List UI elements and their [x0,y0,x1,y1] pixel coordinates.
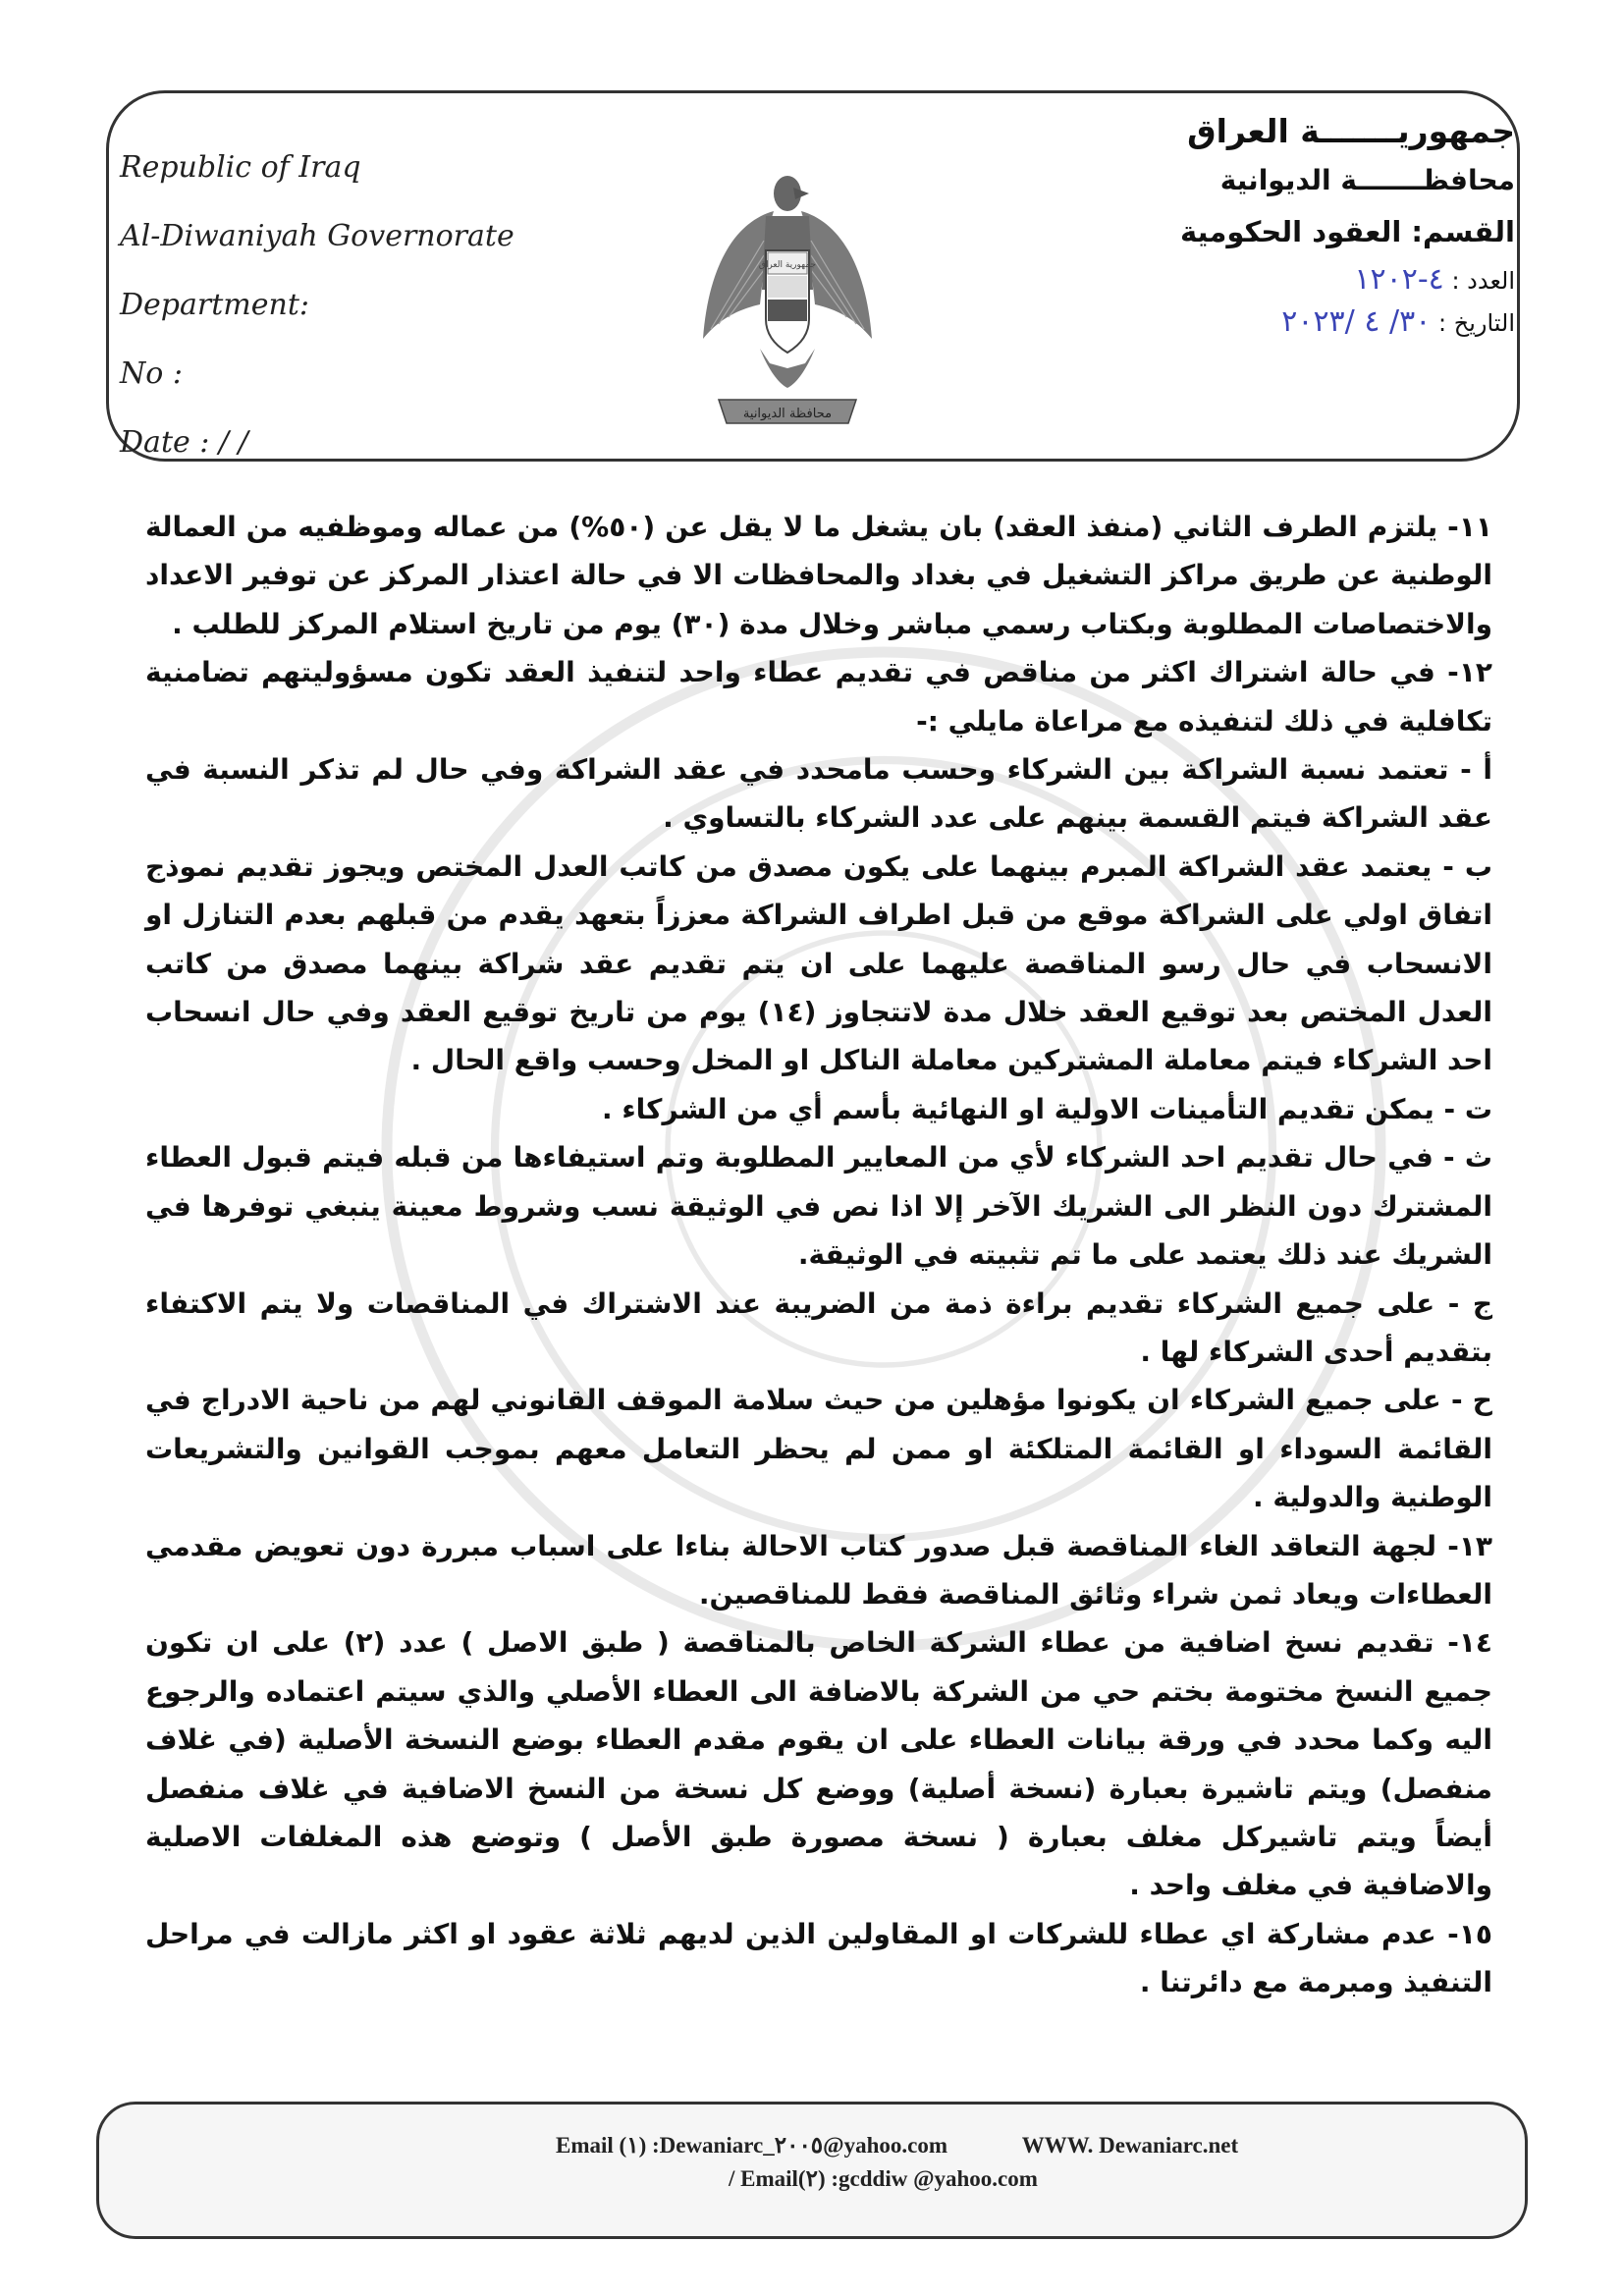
date-value: ٣٠/ ٤ /٢٠٢٣ [1281,304,1432,339]
clause-11: ١١- يلتزم الطرف الثاني (منفذ العقد) بان يشغل ما لا يقل عن (٥٠%) من عماله وموظفيه من العمالة الوطنية عن طريق مراكز التشغيل في بغداد والمحافظات الا في حالة اعتذار المركز عن توفير الاعداد والاختصاصات المطلوبة وبكتاب رسمي مباشر وخلال مدة (٣٠) يوم من تاريخ استلام المركز للطلب . [145,511,1492,640]
header-english [120,145,514,489]
email-1: Email (١) :Dewaniarc_٢٠٠٥@yahoo.com [556,2133,947,2158]
governorate-en: Al-Diwaniyah Governorate [120,219,514,253]
date-ar [1180,301,1515,344]
clause-15: ١٥- عدم مشاركة اي عطاء للشركات او المقاولين الذين لديهم ثلاثة عقود او اكثر مازالت في مراحل التنفيذ ومبرمة مع دائرتنا . [145,1917,1492,1999]
number-en: No : [120,356,183,391]
clause-12-h: ح - على جميع الشركاء ان يكونوا مؤهلين من حيث سلامة الموقف القانوني لهم من ناحية الادراج في القائمة السوداء او القائمة المتلكئة او ممن لم يحظر التعامل معهم بموجب القوانين والتشريعات الوطنية والدولية . [145,1384,1492,1514]
department-ar: القسم: العقود الحكومية [1179,215,1515,248]
clause-12-t: ت - يمكن تقديم التأمينات الاولية او النهائية بأسم أي من الشركاء . [601,1092,1492,1125]
website: WWW. Dewaniarc.net [1021,2133,1239,2158]
clause-14: ١٤- تقديم نسخ اضافية من عطاء الشركة الخاص بالمناقصة ( طبق الاصل ) عدد (٢) على ان تكون جميع النسخ مختومة بختم حي من الشركة بالاضافة الى العطاء الأصلي والذي سيتم اعتماده والرجوع اليه وكما محدد في ورقة بيانات العطاء على ان يقوم مقدم العطاء بوضع النسخة الأصلية (في غلاف منفصل) ويتم تاشيرة بعبارة (نسخة أصلية) ووضع كل نسخة من النسخ الاضافية في غلاف منفصل أيضاً ويتم تاشيركل مغلف بعبارة ( نسخة مصورة طبق الأصل ) وتوضع هذه المغلفات الاصلية والاضافية في مغلف واحد . [145,1626,1493,1902]
emblem-shield-text: جمهورية العراق [758,260,817,270]
header-arabic [1180,106,1515,344]
number-value: ٤-١٢٠٢ [1354,262,1444,297]
clause-12-b: ب - يعتمد عقد الشراكة المبرم بينهما على يكون مصدق من كاتب العدل المختص ويجوز تقديم نموذج اتفاق اولي على الشراكة موقع من قبل اطراف الشراكة معززاً بتعهد يقدم من قبلهم بعدم التنازل او الانسحاب في حال رسو المناقصة عليهما على ان يتم تقديم عقد شراكة بينهما مصدق من كاتب العدل المختص بعد توقيع العقد خلال مدة لاتتجاوز (١٤) يوم من تاريخ توقيع العقد وفي حال انسحاب احد الشركاء فيتم معاملة المشتركين معاملة الناكل او المخل وحسب واقع الحال . [145,849,1492,1077]
department-en: Department: [120,288,309,322]
clause-12-th: ث - في حال تقديم احد الشركاء لأي من المعايير المطلوبة وتم استيفاءها من قبله فيتم قبول العطاء المشترك دون النظر الى الشريك الآخر إلا اذا نص في الوثيقة نسب وشروط معينة ينبغي توفرها في الشريك عند ذلك يعتمد على ما تم تثبيته في الوثيقة. [145,1141,1492,1272]
clause-12: ١٢- في حالة اشتراك اكثر من مناقص في تقديم عطاء واحد لتنفيذ العقد تكون مسؤوليتهم تضامنية تكافلية في ذلك لتنفيذه مع مراعاة مايلي :- [145,656,1492,738]
republic-ar: جمهوريـــــــة العراق [1187,112,1515,150]
clause-12-j: ج - على جميع الشركاء تقديم براءة ذمة من الضريبة عند الاشتراك في المناقصات ولا يتم الاكتفاء بتقديم أحدى الشركاء لها . [145,1286,1492,1368]
clause-13: ١٣- لجهة التعاقد الغاء المناقصة قبل صدور كتاب الاحالة بناءا على اسباب مبررة دون تعويض مقدمي العطاءات ويعاد ثمن شراء وثائق المناقصة فقط للمناقصين. [145,1529,1492,1611]
governorate-ar: محافظـــــــة الديوانية [1219,164,1515,196]
republic-en: Republic of Iraq [120,150,361,185]
iraq-emblem-icon [699,172,876,432]
emblem-banner-text: محافظة الديوانية [742,407,833,421]
number-label: العدد : [1451,267,1515,295]
date-label: التاريخ : [1437,309,1515,337]
email-2: / Email(٢) :gcddiw @yahoo.com [729,2166,1038,2191]
footer-line-1 [556,2133,1238,2159]
clause-12-a: أ - تعتمد نسبة الشراكة بين الشركاء وحسب مامحدد في عقد الشراكة وفي حال لم تذكر النسبة في عقد الشراكة فيتم القسمة بينهم على عدد الشركاء بالتساوي . [145,753,1492,835]
number-ar [1180,259,1515,301]
date-en: Date : / / [120,425,248,460]
document-body [145,503,1492,2007]
